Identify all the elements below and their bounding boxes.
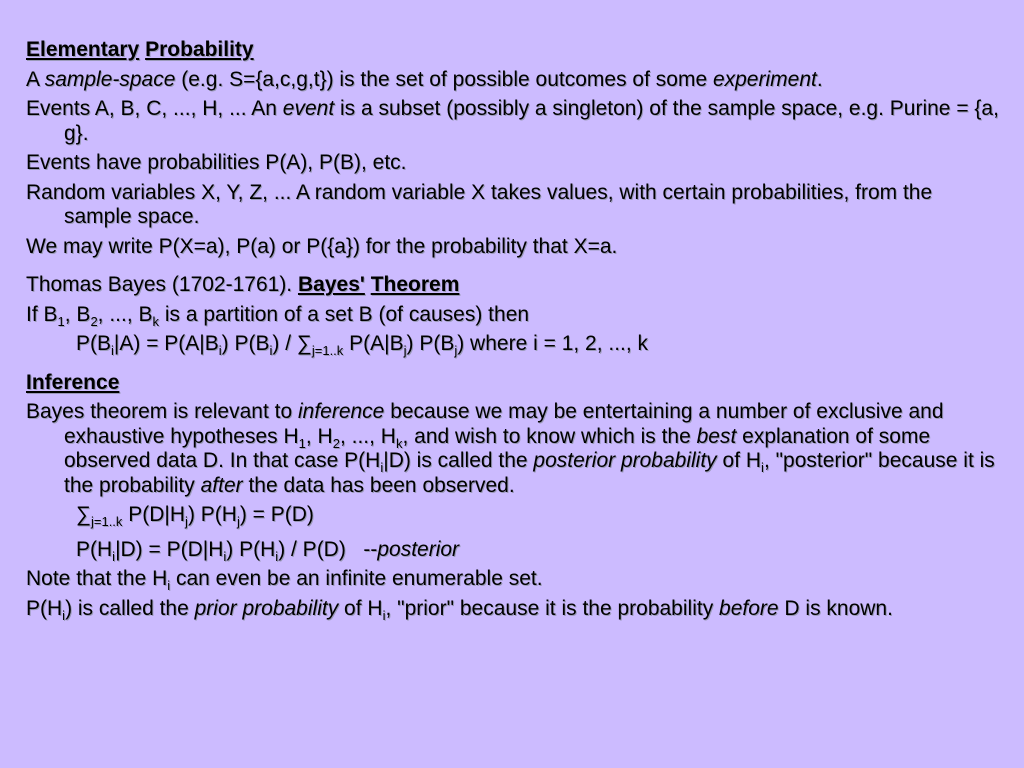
subscript: j [403, 343, 407, 358]
text: ) is called the [65, 596, 195, 620]
text: , and wish to know which is the [402, 424, 697, 448]
posterior-formula [26, 538, 1001, 563]
text: of H [716, 449, 762, 472]
para-probabilities: Events have probabilities P(A), P(B), etc. [26, 151, 407, 174]
text: , "posterior" because it is the probability [64, 449, 995, 497]
text: , "prior" because it is the probability [385, 596, 720, 620]
subscript: j=1..k [90, 514, 123, 529]
text: ) P(B [221, 332, 270, 355]
title-word-probability: Probability [145, 38, 254, 61]
text: |D) is called the [383, 449, 534, 472]
bayes-heading [26, 273, 1001, 298]
text: . [816, 67, 823, 91]
text: the data has been observed. [242, 473, 515, 497]
para-partition [26, 303, 1001, 328]
text: , B [64, 302, 91, 326]
text: Events A, B, C, ..., H, ... An [26, 97, 283, 120]
title-heading [26, 38, 1001, 63]
inference-heading [26, 371, 1001, 396]
slide-content [26, 38, 1001, 626]
text: P(H [76, 537, 113, 561]
bayes-word: Bayes' [297, 273, 365, 296]
text: can even be an infinite enumerable set. [170, 567, 543, 590]
text: P(B [76, 332, 112, 355]
para-sample-space [26, 68, 1001, 93]
text: P(H [26, 596, 63, 620]
subscript: i [218, 343, 222, 358]
text: Note that the H [26, 567, 168, 590]
term-prior-probability: prior probability [194, 596, 339, 620]
text: ) P(B [406, 332, 455, 355]
text: is a partition of a set B (of causes) then [159, 302, 530, 326]
term-after: after [200, 473, 243, 497]
term-posterior-probability: posterior probability [533, 449, 717, 472]
subscript: 2 [332, 435, 340, 451]
para-prior [26, 597, 1001, 622]
subscript: i [112, 548, 116, 564]
text: , ..., H [339, 424, 396, 448]
subscript: k [395, 435, 403, 451]
theorem-word: Theorem [370, 273, 460, 296]
text: , H [305, 424, 333, 448]
text: ) / P(D) -- [278, 537, 378, 561]
subscript: i [382, 607, 386, 623]
text: D is known. [778, 596, 893, 620]
bayes-dates: Thomas Bayes (1702-1761). [26, 273, 298, 296]
subscript: j [236, 514, 240, 529]
text: |D) = P(D|H [115, 537, 224, 561]
para-note [26, 567, 1001, 592]
sum-formula [26, 503, 1001, 528]
subscript: 2 [90, 313, 98, 329]
inference-heading-text: Inference [26, 370, 120, 394]
text: ∑ [76, 503, 91, 526]
text: ) / ∑ [272, 332, 312, 355]
subscript: 1 [57, 313, 65, 329]
subscript: j=1..k [311, 343, 344, 358]
para-inference [26, 400, 1001, 498]
subscript: i [111, 343, 114, 358]
text: P(A|B [343, 332, 404, 355]
text: ) where i = 1, 2, ..., k [457, 332, 649, 355]
text: explanation of some observed data D. In that case P(H [64, 424, 931, 472]
term-event: event [282, 97, 335, 120]
text: , ..., B [97, 302, 153, 326]
text: ) P(H [187, 503, 237, 526]
text: ) P(H [226, 537, 276, 561]
text: |A) = P(A|B [113, 332, 219, 355]
term-experiment: experiment [712, 67, 817, 91]
term-inference: inference [297, 400, 385, 423]
text: (e.g. S={a,c,g,t}) is the set of possible outcomes of some [175, 67, 713, 91]
text: because we may be entertaining a number of exclusive and exhaustive hypotheses H [64, 400, 944, 448]
text: is a subset (possibly a singleton) of the sample space, e.g. Purine = {a, g}. [64, 97, 999, 145]
bayes-formula [26, 332, 1001, 357]
text: Bayes theorem is relevant to [26, 400, 298, 423]
subscript: i [275, 548, 279, 564]
subscript: j [454, 343, 458, 358]
term-best: best [696, 424, 737, 448]
text: If B [26, 302, 58, 326]
text: P(D|H [122, 503, 186, 526]
text: of H [338, 596, 383, 620]
term-before: before [719, 596, 779, 620]
subscript: 1 [298, 435, 306, 451]
subscript: k [152, 313, 160, 329]
para-notation: We may write P(X=a), P(a) or P({a}) for the probability that X=a. [26, 234, 618, 258]
text: A [26, 67, 45, 91]
subscript: i [269, 343, 273, 358]
para-events [26, 97, 1001, 146]
subscript: i [167, 578, 171, 593]
subscript: i [62, 607, 66, 623]
subscript: j [185, 514, 188, 529]
subscript: i [761, 460, 764, 475]
para-random-variables: Random variables X, Y, Z, ... A random variable X takes values, with certain probabilities, from the sample space. [26, 180, 933, 228]
subscript: i [223, 548, 227, 564]
subscript: i [380, 460, 384, 475]
title-word-elementary: Elementary [26, 38, 140, 61]
term-posterior: posterior [377, 537, 460, 561]
term-sample-space: sample-space [44, 67, 176, 91]
text: ) = P(D) [239, 503, 314, 526]
